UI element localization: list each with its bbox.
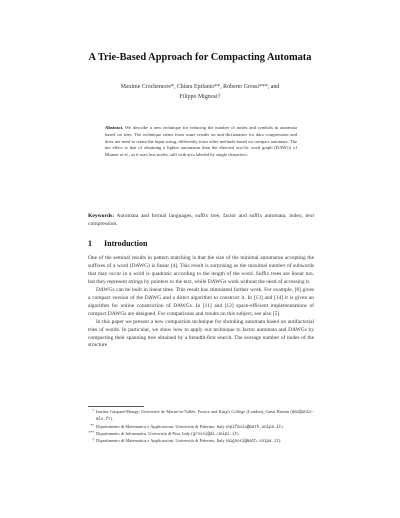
footnote-text: Dipartimento di Matematica e Applicazioni, Università di Palermo, Italy ( bbox=[96, 438, 228, 444]
footnote-tail: ). bbox=[110, 416, 114, 422]
section-title: Introduction bbox=[104, 239, 148, 248]
paragraph-3: In this paper we present a new compaction technique for shrinking automata based on antifactorial tries of words. In particular, we show how to apply our technique to factor automata and DAWGs by compacting their spanning tree obtained by a breadth-first search. The average number of nodes of the structure bbox=[88, 318, 314, 349]
footnote-mark: ** bbox=[90, 423, 94, 428]
abstract-label: Abstract. bbox=[105, 125, 124, 130]
footnote-4 bbox=[88, 438, 314, 445]
paper-title: A Trie-Based Approach for Compacting Automata bbox=[88, 52, 312, 63]
footnote-text: Dipartimento di Informatica, Università di Pisa, Italy ( bbox=[96, 430, 193, 436]
footnote-text: Institut Gaspard-Monge, Université de Marne-la-Vallée, France and King's College (London), Great Britain ( bbox=[96, 409, 292, 414]
section-heading bbox=[88, 239, 147, 248]
body-text bbox=[88, 255, 314, 350]
paragraph-1: One of the seminal results in pattern matching is that the size of the minimal automaton accepting the suffixes of a word (DAWG) is linear [4]. This result is surprising as the maximal number of subwords that may occur in a word is quadratic according to the length of the word. Suffix trees are linear too, but they represent strings by pointers to the text, while DAWGs work without the need of accessing it. bbox=[88, 255, 314, 285]
footnote-mark: † bbox=[92, 438, 94, 443]
footnote-2 bbox=[88, 424, 314, 431]
footnote-mark: * bbox=[92, 409, 94, 413]
section-number: 1 bbox=[88, 239, 92, 248]
footnote-email: grossi@di.unipi.it bbox=[192, 432, 237, 437]
footnote-tail: ). bbox=[281, 423, 284, 429]
abstract bbox=[105, 125, 297, 159]
keywords-label: Keywords: bbox=[88, 213, 115, 219]
paragraph-2: DAWGs can be built in linear time. This result has stimulated further work. For example, [8] gives a compact version of the DAWG and a direct algorithm to construct it. In [13] and [14] it is given an algorithm for online construction of DAWGs. In [11] and [12] space-efficient implementations of compact DAWGs are designed. For comparisons and results on this subject, see also [5]. bbox=[88, 286, 314, 317]
footnote-email: mac@univ-mlv.fr bbox=[96, 411, 314, 423]
footnote-email: epifanio@math.unipa.it bbox=[227, 425, 282, 430]
authors-line-1: Maxime Crochemore*, Chiara Epifanio**, Roberto Grossi***, and bbox=[120, 84, 280, 90]
footnote-rule bbox=[88, 406, 144, 407]
author-list bbox=[60, 82, 340, 102]
footnote-tail: ). bbox=[236, 430, 240, 436]
footnote-1 bbox=[88, 409, 314, 424]
footnote-tail: ). bbox=[278, 438, 282, 444]
footnote-text: Dipartimento di Matematica e Applicazioni, Università di Palermo, Italy ( bbox=[96, 423, 228, 429]
footnote-email: mignosi@math.unipa.it bbox=[227, 440, 279, 445]
abstract-text: We describe a new technique for reducing the number of nodes and symbols in automata based on tries. The technique stems from some results on anti-dictionaries for data compression and does not need to retain the input string, differently from other methods based on compact automata. The net effect is that of obtaining a lighter automaton than the directed acyclic word graph (DAWG) of Blumer et al., as it uses less nodes, still with arcs labeled by single characters. bbox=[105, 125, 297, 157]
footnotes bbox=[88, 409, 314, 445]
authors-line-2: Filippo Mignosi† bbox=[179, 94, 221, 100]
footnote-3 bbox=[88, 431, 314, 438]
footnote-mark: *** bbox=[88, 430, 94, 435]
keywords-text: Automata and formal languages, suffix tree, factor and suffix automata, index, text compression. bbox=[88, 213, 314, 228]
keywords bbox=[88, 212, 314, 228]
